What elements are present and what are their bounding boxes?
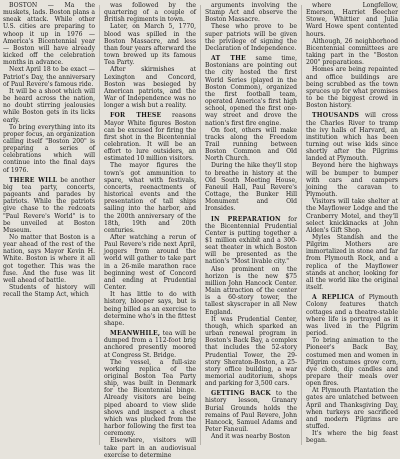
article-paragraph (306, 162, 398, 198)
article-paragraph (104, 359, 196, 438)
article-paragraph (205, 2, 297, 23)
column-divider (301, 5, 302, 445)
paragraph-text: tea will be dumped from a 112-foot brig anchored presently moored at Congress St. Bridge. (104, 330, 197, 359)
paragraph-text: To bring animation to the Pioneer's Back Bay, costumed men and women in Pilgrim costumes grow corn, dye cloth, dip candles and prepare their meals over open fires. (306, 337, 399, 388)
paragraph-text: No matter that Boston is a year ahead of the rest of the nation, says Mayor Kevin H. White. Boston is where it all got together. This was the fuse. And the fuse was lit well ahead of battle. (3, 234, 96, 284)
paragraph-lead-in: GETTING BACK (211, 390, 271, 398)
paragraph-text: It was Prudential Center, though, which sparked an urban renewal program in Boston's Back Bay, a complex that includes the 52-story Prudential Tower, the 29-story Sheraton-Boston, a 25-story office building, a war memorial auditorium, shops and parking for 3,500 cars. (205, 315, 298, 388)
article-paragraph (3, 66, 95, 87)
paragraph-text: And it was nearby Boston (211, 433, 291, 441)
paragraph-text: After skirmishes at Lexington and Concord, Boston was besieged by American patriots, and the War of Independence was no longer a wish but a reality. (104, 66, 197, 110)
article-paragraph (104, 23, 196, 66)
paragraph-text: be another big tea party, concerts, pageants and parades by patriots. While the patriots give chase to the redcoats "Paul Revere's World" is to be unveiled at Boston Museum. (3, 176, 96, 234)
paragraph-lead-in: THERE WILL (9, 176, 58, 184)
article-paragraph (306, 198, 398, 234)
paragraph-text: It will be a shoot which will be heard across the nation, no doubt stirring jealousies while Boston gets in its licks early. (3, 87, 96, 124)
paragraph-text: The mayor figures the town's got ammunition to spare, what with festivals, concerts, reenactments of historical events and the presentation of tall ships sailing into the harbor, and the 200th anniversary of the 18th, 19th and 20th centuries. (104, 162, 197, 234)
article-paragraph (104, 2, 196, 23)
article-paragraph (3, 177, 95, 234)
paragraph-text: Homes are being repainted and office buildings are being scrubbed as the town spruces up for what promises to be the biggest crowd in Boston history. (306, 66, 399, 110)
paragraph-text: where Longfellow, Emerson, Harriet Beecher Stowe, Whittier and Julia Ward Howe spent contented hours. (306, 2, 399, 38)
paragraph-text: During the hike they'll stop to breathe in history at the Old South Meeting House, Faneuil Hall, Paul Revere's Cottage, the Bunker Hill Monument and Old Ironsides. (205, 162, 298, 213)
paragraph-text: Myles Standish and the Pilgrim Mothers are immortalized in stone and far from Plymouth Rock, and a replica of the Mayflower stands at anchor, looking for all the world like the original itself. (306, 234, 399, 292)
article-paragraph (205, 162, 297, 212)
article-paragraph (205, 127, 297, 163)
article-paragraph (306, 387, 398, 430)
article-paragraph (306, 66, 398, 109)
article-paragraph (205, 216, 297, 266)
article-paragraph (104, 330, 196, 359)
paragraph-text: After watching a rerun of Paul Revere's ride next April, joggers from around the world will gather to take part in a 26-mile marathon race beginning west of Concord and ending at Prudential Center. (104, 234, 197, 292)
article-column-3 (205, 2, 297, 450)
paragraph-text: was followed by the quartering of a couple of British regiments in town. (104, 2, 197, 24)
paragraph-text: Students of history will recall the Stamp Act, which (3, 284, 96, 299)
article-paragraph (104, 112, 196, 162)
paragraph-text: On foot, others will make tracks along the Freedom Trail running between Boston Common and Old North Church. (205, 126, 298, 163)
paragraph-text: Although, 26 neighborhood Bicentennial committees are taking part in the "Boston 200" preparations. (306, 37, 399, 67)
article-paragraph (306, 38, 398, 67)
paragraph-text: Beyond here the highways will be bumper to bumper with cars and campers joining the caravan to Plymouth. (306, 162, 399, 199)
article-paragraph (104, 162, 196, 234)
paragraph-lead-in: FOR THESE (110, 112, 162, 120)
article-paragraph (3, 88, 95, 124)
paragraph-text: To bring everything into its proper focus, an organization calling itself "Boston 200" is preparing a series of celebrations which will continue into the final days of 1976. (3, 123, 96, 174)
article-paragraph (306, 112, 398, 162)
article-paragraph (306, 337, 398, 387)
article-paragraph (205, 433, 297, 440)
paragraph-text: same time, Bostonians are pointing out the city hosted the first World Series (played in the Boston Common), organized the first football team, operated America's first high school, opened the first one-way street and drove the nation's first fire engine. (205, 55, 298, 127)
article-paragraph (104, 234, 196, 291)
paragraph-text: Also prominent on the horizon is the new $75 million John Hancock Center. Main attraction of the center is a 60-story tower, the tallest skyscraper in all New England. (205, 265, 298, 316)
article-paragraph (104, 66, 196, 109)
article-paragraph (205, 266, 297, 316)
paragraph-text: Next April 18 to be exact — Patriot's Day, the anniversary of Paul Revere's famous ride. (3, 66, 96, 88)
paragraph-text: It's where the big feast began. (306, 430, 399, 445)
paragraph-text: Visitors will take shelter at the Mayflower Lodge and the Cranberry Motel, and they'll select knickknacks at John Alden's Gift Shop. (306, 198, 399, 234)
article-paragraph (3, 124, 95, 174)
article-paragraph (205, 55, 297, 127)
paragraph-text: It has little to do with history, blooper says, but is being billed as an exercise to determine who's in the fittest shape. (104, 291, 197, 327)
paragraph-text: to the history lesson, Granary Burial Grounds holds the remains of Paul Revere, John Hancock, Samuel Adams and Peter Faneuil. (205, 390, 298, 434)
article-paragraph (205, 316, 297, 388)
article-paragraph (104, 437, 196, 458)
paragraph-text: for the Bicentennial Prudential Center is putting together a $1 million exhibit and a 300-seat theater in which Boston will be presented as the nation's "Most livable city." (205, 215, 298, 266)
article-paragraph (306, 2, 398, 38)
paragraph-lead-in: AT THE (211, 55, 246, 63)
column-divider (99, 5, 100, 445)
paragraph-text: The vessel, a full-size working replica of the original Boston Tea Party ship, was built in Denmark for the Bicentennial binge. Already visitors are being piped aboard to view slide shows and inspect a chest which was plucked from the harbor following the first tea ceremony. (104, 358, 197, 438)
article-paragraph (306, 234, 398, 291)
article-paragraph (306, 430, 398, 444)
article-paragraph (306, 294, 398, 337)
article-paragraph (104, 291, 196, 327)
paragraph-lead-in: THOUSANDS (312, 112, 360, 120)
article-column-4 (306, 2, 398, 450)
paragraph-text: Elsewhere, visitors will take part in an audiovisual exercise to determine (104, 437, 197, 459)
paragraph-lead-in: A REPLICA (312, 294, 355, 302)
column-divider (200, 5, 201, 445)
article-paragraph (3, 234, 95, 284)
paragraph-lead-in: IN PREPARATION (211, 215, 281, 223)
paragraph-text: At Plymouth Plantation the gates are unlatched between April and Thanksgiving Day, when turkeys are sacrificed and modern Pilgrims are stuffed. (306, 387, 399, 431)
paragraph-text: of Plymouth Colony features thatch cottages and a theatre-stable where life is portrayed as it was lived in the Pilgrim period. (306, 294, 399, 338)
paragraph-text: Later, on March 5, 1770, blood was spilled in the Boston Massacre, and less than four years afterward the town brewed up its famous Tea Party. (104, 23, 197, 67)
article-paragraph (205, 23, 297, 52)
paragraph-text: These who prove to be super patriots will be given the privilege of signing the Declaration of Independence. (205, 23, 298, 52)
paragraph-text: reasons Mayor White figures Boston can be excused for firing the first shot in the Bicentennial celebration. It will be an effort to lure outsiders, an estimated 10 million visitors. (104, 112, 197, 163)
paragraph-text: will cross the Charles River to tramp the ivy halls of Harvard, an institution which has been turning out wise kids since shortly after the Pilgrims landed at Plymouth. (306, 112, 399, 163)
article-paragraph (3, 284, 95, 298)
article-column-1 (3, 2, 95, 450)
article-paragraph (3, 2, 95, 66)
article-paragraph (205, 390, 297, 433)
article-column-2 (104, 2, 197, 459)
paragraph-text: BOSTON — Ma the muskets, lads. Boston plans a sneak attack. While other U.S. cities are preparing to whoop it up in 1976 — America's Bicentennial year — Boston will have already kicked off the celebration months in advance. (3, 2, 96, 67)
paragraph-text: arguments involving the Stamp Act and observe the Boston Massacre. (205, 2, 298, 24)
paragraph-lead-in: MEANWHILE, (110, 330, 161, 338)
